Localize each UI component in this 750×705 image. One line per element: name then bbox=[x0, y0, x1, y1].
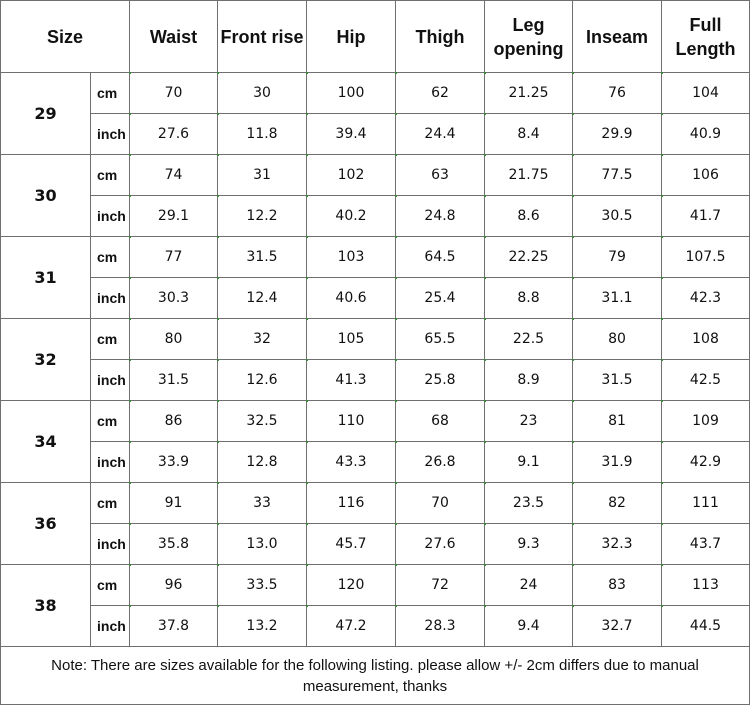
measurement-cell: 9.4 bbox=[485, 606, 573, 647]
measurement-cell: 31.9 bbox=[573, 442, 662, 483]
measurement-cell: 120 bbox=[307, 565, 396, 606]
measurement-cell: 32.5 bbox=[218, 401, 307, 442]
measurement-cell: 13.2 bbox=[218, 606, 307, 647]
size-label: 36 bbox=[1, 483, 91, 565]
table-row bbox=[1, 442, 750, 483]
measurement-cell: 80 bbox=[573, 319, 662, 360]
measurement-cell: 29.1 bbox=[130, 196, 218, 237]
table-row bbox=[1, 278, 750, 319]
measurement-cell: 11.8 bbox=[218, 114, 307, 155]
measurement-cell: 63 bbox=[396, 155, 485, 196]
measurement-cell: 13.0 bbox=[218, 524, 307, 565]
measurement-cell: 82 bbox=[573, 483, 662, 524]
measurement-cell: 32.7 bbox=[573, 606, 662, 647]
header-hip: Hip bbox=[307, 1, 396, 73]
unit-label-cm: cm bbox=[91, 237, 130, 278]
measurement-cell: 32.3 bbox=[573, 524, 662, 565]
measurement-cell: 27.6 bbox=[396, 524, 485, 565]
measurement-cell: 81 bbox=[573, 401, 662, 442]
unit-label-inch: inch bbox=[91, 606, 130, 647]
measurement-cell: 79 bbox=[573, 237, 662, 278]
measurement-cell: 110 bbox=[307, 401, 396, 442]
measurement-cell: 21.25 bbox=[485, 73, 573, 114]
measurement-cell: 91 bbox=[130, 483, 218, 524]
measurement-cell: 8.8 bbox=[485, 278, 573, 319]
measurement-cell: 113 bbox=[662, 565, 750, 606]
unit-label-inch: inch bbox=[91, 442, 130, 483]
measurement-cell: 33.9 bbox=[130, 442, 218, 483]
unit-label-cm: cm bbox=[91, 73, 130, 114]
measurement-cell: 22.5 bbox=[485, 319, 573, 360]
measurement-cell: 77.5 bbox=[573, 155, 662, 196]
measurement-cell: 68 bbox=[396, 401, 485, 442]
measurement-cell: 12.4 bbox=[218, 278, 307, 319]
size-chart-body bbox=[1, 73, 750, 647]
unit-label-inch: inch bbox=[91, 196, 130, 237]
size-label: 38 bbox=[1, 565, 91, 647]
measurement-cell: 70 bbox=[130, 73, 218, 114]
note-row bbox=[1, 647, 750, 705]
measurement-cell: 42.5 bbox=[662, 360, 750, 401]
size-label: 29 bbox=[1, 73, 91, 155]
measurement-cell: 86 bbox=[130, 401, 218, 442]
unit-label-inch: inch bbox=[91, 114, 130, 155]
header-row bbox=[1, 1, 750, 73]
unit-label-cm: cm bbox=[91, 401, 130, 442]
measurement-cell: 83 bbox=[573, 565, 662, 606]
size-label: 34 bbox=[1, 401, 91, 483]
measurement-cell: 65.5 bbox=[396, 319, 485, 360]
table-row bbox=[1, 237, 750, 278]
unit-label-inch: inch bbox=[91, 524, 130, 565]
table-row bbox=[1, 360, 750, 401]
unit-label-inch: inch bbox=[91, 278, 130, 319]
measurement-cell: 64.5 bbox=[396, 237, 485, 278]
table-row bbox=[1, 565, 750, 606]
measurement-cell: 47.2 bbox=[307, 606, 396, 647]
measurement-cell: 72 bbox=[396, 565, 485, 606]
measurement-cell: 30 bbox=[218, 73, 307, 114]
measurement-cell: 25.4 bbox=[396, 278, 485, 319]
table-row bbox=[1, 114, 750, 155]
measurement-cell: 70 bbox=[396, 483, 485, 524]
measurement-cell: 45.7 bbox=[307, 524, 396, 565]
measurement-cell: 43.3 bbox=[307, 442, 396, 483]
measurement-cell: 40.2 bbox=[307, 196, 396, 237]
measurement-cell: 42.3 bbox=[662, 278, 750, 319]
header-front-rise: Front rise bbox=[218, 1, 307, 73]
measurement-cell: 25.8 bbox=[396, 360, 485, 401]
measurement-cell: 31 bbox=[218, 155, 307, 196]
table-row bbox=[1, 524, 750, 565]
header-waist: Waist bbox=[130, 1, 218, 73]
measurement-cell: 31.5 bbox=[573, 360, 662, 401]
unit-label-inch: inch bbox=[91, 360, 130, 401]
measurement-cell: 109 bbox=[662, 401, 750, 442]
measurement-cell: 39.4 bbox=[307, 114, 396, 155]
measurement-cell: 33.5 bbox=[218, 565, 307, 606]
measurement-cell: 21.75 bbox=[485, 155, 573, 196]
measurement-cell: 33 bbox=[218, 483, 307, 524]
measurement-cell: 100 bbox=[307, 73, 396, 114]
measurement-cell: 40.6 bbox=[307, 278, 396, 319]
table-row bbox=[1, 401, 750, 442]
measurement-cell: 8.4 bbox=[485, 114, 573, 155]
measurement-cell: 106 bbox=[662, 155, 750, 196]
measurement-cell: 8.6 bbox=[485, 196, 573, 237]
measurement-cell: 23 bbox=[485, 401, 573, 442]
measurement-cell: 12.2 bbox=[218, 196, 307, 237]
measurement-cell: 9.3 bbox=[485, 524, 573, 565]
measurement-cell: 31.5 bbox=[218, 237, 307, 278]
measurement-cell: 24.8 bbox=[396, 196, 485, 237]
header-thigh: Thigh bbox=[396, 1, 485, 73]
measurement-cell: 9.1 bbox=[485, 442, 573, 483]
unit-label-cm: cm bbox=[91, 155, 130, 196]
measurement-cell: 30.3 bbox=[130, 278, 218, 319]
measurement-cell: 22.25 bbox=[485, 237, 573, 278]
measurement-cell: 103 bbox=[307, 237, 396, 278]
measurement-cell: 12.8 bbox=[218, 442, 307, 483]
measurement-cell: 80 bbox=[130, 319, 218, 360]
measurement-cell: 24 bbox=[485, 565, 573, 606]
header-full-length: Full Length bbox=[662, 1, 750, 73]
measurement-cell: 23.5 bbox=[485, 483, 573, 524]
table-row bbox=[1, 319, 750, 360]
measurement-cell: 108 bbox=[662, 319, 750, 360]
unit-label-cm: cm bbox=[91, 319, 130, 360]
header-leg-opening: Leg opening bbox=[485, 1, 573, 73]
unit-label-cm: cm bbox=[91, 565, 130, 606]
table-row bbox=[1, 196, 750, 237]
header-size: Size bbox=[1, 1, 130, 73]
measurement-cell: 26.8 bbox=[396, 442, 485, 483]
table-row bbox=[1, 483, 750, 524]
header-inseam: Inseam bbox=[573, 1, 662, 73]
measurement-cell: 105 bbox=[307, 319, 396, 360]
measurement-cell: 74 bbox=[130, 155, 218, 196]
measurement-cell: 8.9 bbox=[485, 360, 573, 401]
measurement-cell: 30.5 bbox=[573, 196, 662, 237]
measurement-cell: 44.5 bbox=[662, 606, 750, 647]
measurement-cell: 31.5 bbox=[130, 360, 218, 401]
measurement-cell: 32 bbox=[218, 319, 307, 360]
measurement-cell: 107.5 bbox=[662, 237, 750, 278]
measurement-note: Note: There are sizes available for the following listing. please allow +/- 2cm differs due to manual measurement, thanks bbox=[1, 647, 750, 705]
measurement-cell: 116 bbox=[307, 483, 396, 524]
measurement-cell: 41.3 bbox=[307, 360, 396, 401]
measurement-cell: 37.8 bbox=[130, 606, 218, 647]
table-row bbox=[1, 606, 750, 647]
size-label: 30 bbox=[1, 155, 91, 237]
measurement-cell: 28.3 bbox=[396, 606, 485, 647]
table-row bbox=[1, 155, 750, 196]
measurement-cell: 77 bbox=[130, 237, 218, 278]
size-label: 32 bbox=[1, 319, 91, 401]
measurement-cell: 102 bbox=[307, 155, 396, 196]
size-label: 31 bbox=[1, 237, 91, 319]
measurement-cell: 96 bbox=[130, 565, 218, 606]
measurement-cell: 62 bbox=[396, 73, 485, 114]
measurement-cell: 31.1 bbox=[573, 278, 662, 319]
measurement-cell: 29.9 bbox=[573, 114, 662, 155]
measurement-cell: 42.9 bbox=[662, 442, 750, 483]
measurement-cell: 24.4 bbox=[396, 114, 485, 155]
unit-label-cm: cm bbox=[91, 483, 130, 524]
table-row bbox=[1, 73, 750, 114]
measurement-cell: 104 bbox=[662, 73, 750, 114]
measurement-cell: 40.9 bbox=[662, 114, 750, 155]
measurement-cell: 111 bbox=[662, 483, 750, 524]
measurement-cell: 27.6 bbox=[130, 114, 218, 155]
measurement-cell: 12.6 bbox=[218, 360, 307, 401]
measurement-cell: 41.7 bbox=[662, 196, 750, 237]
measurement-cell: 35.8 bbox=[130, 524, 218, 565]
measurement-cell: 76 bbox=[573, 73, 662, 114]
measurement-cell: 43.7 bbox=[662, 524, 750, 565]
